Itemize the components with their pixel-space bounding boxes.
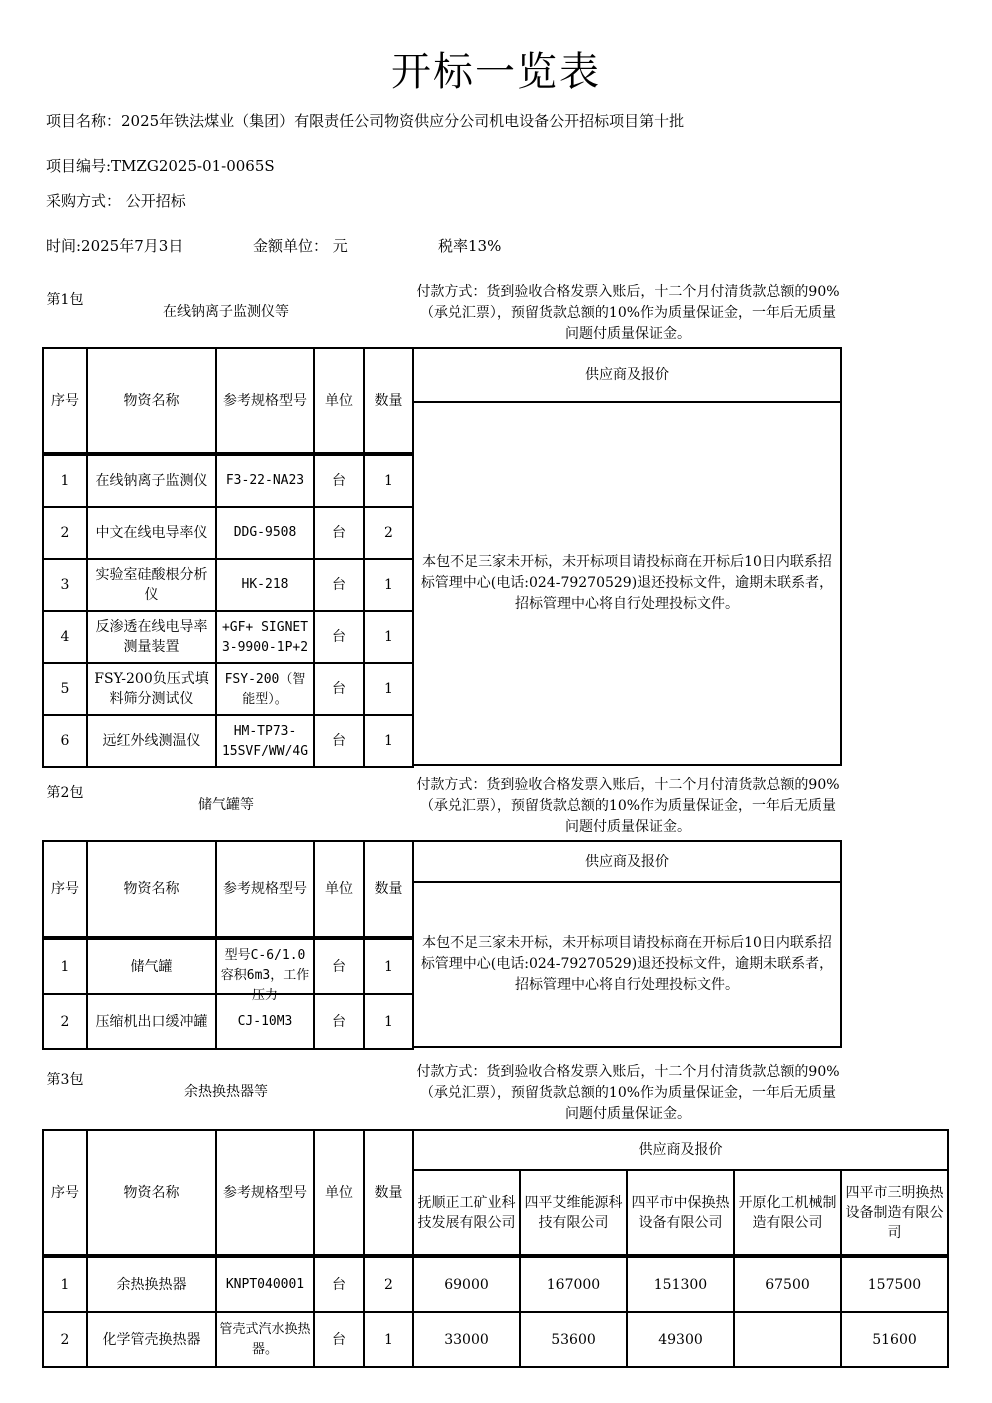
row-seq: 2 [42, 506, 88, 560]
row-spec: HM-TP73-15SVF/WW/4G [215, 714, 315, 768]
row-unit: 台 [313, 558, 365, 612]
column-header-qty: 数量 [363, 347, 414, 454]
row-name: 中文在线电导率仪 [86, 506, 217, 560]
column-header-unit: 单位 [313, 840, 365, 938]
row-unit: 台 [313, 1311, 365, 1368]
package-number: 第3包 [46, 1072, 84, 1088]
supplier-name: 四平市三明换热设备制造有限公司 [840, 1169, 949, 1256]
row-qty: 1 [363, 993, 414, 1050]
supplier-name: 四平艾维能源科技有限公司 [519, 1169, 628, 1256]
row-unit: 台 [313, 454, 365, 508]
row-qty: 2 [363, 1256, 414, 1313]
column-header-unit: 单位 [313, 1129, 365, 1256]
row-qty: 1 [363, 714, 414, 768]
tax-rate: 税率13% [438, 237, 502, 255]
row-spec: KNPT040001 [215, 1256, 315, 1313]
row-name: 反渗透在线电导率测量装置 [86, 610, 217, 664]
row-name: 余热换热器 [86, 1256, 217, 1313]
supplier-price: 51600 [840, 1311, 949, 1368]
row-qty: 1 [363, 558, 414, 612]
row-spec: CJ-10M3 [215, 993, 315, 1050]
row-spec: +GF+ SIGNET 3-9900-1P+2 [215, 610, 315, 664]
row-name: 储气罐 [86, 938, 217, 995]
row-name: 压缩机出口缓冲罐 [86, 993, 217, 1050]
supplier-price: 151300 [626, 1256, 735, 1313]
project-name: 项目名称：2025年铁法煤业（集团）有限责任公司物资供应分公司机电设备公开招标项目第十批 [46, 112, 685, 130]
row-unit: 台 [313, 938, 365, 995]
row-seq: 5 [42, 662, 88, 716]
currency-unit: 金额单位： 元 [253, 237, 348, 255]
column-header-qty: 数量 [363, 840, 414, 938]
package-name: 余热换热器等 [184, 1084, 268, 1100]
row-name: 实验室硅酸根分析仪 [86, 558, 217, 612]
unopened-notice: 本包不足三家未开标，未开标项目请投标商在开标后10日内联系招标管理中心(电话:024-79270529)退还投标文件，逾期未联系者，招标管理中心将自行处理投标文件。 [412, 401, 842, 766]
supplier-price: 53600 [519, 1311, 628, 1368]
supplier-price: 33000 [412, 1311, 521, 1368]
payment-terms: 付款方式：货到验收合格发票入账后，十二个月付清货款总额的90%（承兑汇票），预留货款总额的10%作为质量保证金，一年后无质量问题付质量保证金。 [416, 777, 840, 835]
row-seq: 4 [42, 610, 88, 664]
package-number: 第2包 [46, 785, 84, 801]
row-qty: 1 [363, 454, 414, 508]
supplier-name: 四平市中保换热设备有限公司 [626, 1169, 735, 1256]
row-spec: F3-22-NA23 [215, 454, 315, 508]
column-header-seq: 序号 [42, 347, 88, 454]
row-qty: 1 [363, 938, 414, 995]
row-name: 远红外线测温仪 [86, 714, 217, 768]
payment-terms: 付款方式：货到验收合格发票入账后，十二个月付清货款总额的90%（承兑汇票），预留货款总额的10%作为质量保证金，一年后无质量问题付质量保证金。 [416, 1064, 840, 1122]
opening-date: 时间:2025年7月3日 [46, 237, 184, 255]
column-header-spec: 参考规格型号 [215, 840, 315, 938]
package-number: 第1包 [46, 292, 84, 308]
column-header-spec: 参考规格型号 [215, 1129, 315, 1256]
column-header-qty: 数量 [363, 1129, 414, 1256]
row-spec: FSY-200（智能型）。 [215, 662, 315, 716]
page-title: 开标一览表 [391, 49, 601, 95]
column-header-name: 物资名称 [86, 840, 217, 938]
row-name: FSY-200负压式填料筛分测试仪 [86, 662, 217, 716]
row-name: 化学管壳换热器 [86, 1311, 217, 1368]
package-name: 在线钠离子监测仪等 [163, 304, 289, 320]
supplier-price: 49300 [626, 1311, 735, 1368]
column-header-seq: 序号 [42, 840, 88, 938]
supplier-price: 69000 [412, 1256, 521, 1313]
supplier-name: 抚顺正工矿业科技发展有限公司 [412, 1169, 521, 1256]
column-header-seq: 序号 [42, 1129, 88, 1256]
row-unit: 台 [313, 506, 365, 560]
row-unit: 台 [313, 610, 365, 664]
row-seq: 3 [42, 558, 88, 612]
column-header-unit: 单位 [313, 347, 365, 454]
supplier-price: 157500 [840, 1256, 949, 1313]
row-qty: 2 [363, 506, 414, 560]
row-qty: 1 [363, 610, 414, 664]
row-seq: 6 [42, 714, 88, 768]
supplier-price: 67500 [733, 1256, 842, 1313]
procurement-method: 采购方式： 公开招标 [46, 192, 186, 210]
row-name: 在线钠离子监测仪 [86, 454, 217, 508]
row-seq: 2 [42, 1311, 88, 1368]
column-header-supplier: 供应商及报价 [412, 347, 842, 403]
row-spec: 管壳式汽水换热器。 [215, 1311, 315, 1368]
row-unit: 台 [313, 1256, 365, 1313]
payment-terms: 付款方式：货到验收合格发票入账后，十二个月付清货款总额的90%（承兑汇票），预留货款总额的10%作为质量保证金，一年后无质量问题付质量保证金。 [416, 284, 840, 342]
row-seq: 1 [42, 938, 88, 995]
column-header-supplier: 供应商及报价 [412, 840, 842, 883]
unopened-notice: 本包不足三家未开标，未开标项目请投标商在开标后10日内联系招标管理中心(电话:024-79270529)退还投标文件，逾期未联系者，招标管理中心将自行处理投标文件。 [412, 881, 842, 1048]
row-spec: 型号C-6/1.0容积6m3，工作压力 [215, 938, 315, 995]
row-seq: 1 [42, 454, 88, 508]
package-name: 储气罐等 [198, 797, 254, 813]
column-header-name: 物资名称 [86, 347, 217, 454]
supplier-price [733, 1311, 842, 1368]
row-qty: 1 [363, 1311, 414, 1368]
row-seq: 1 [42, 1256, 88, 1313]
row-unit: 台 [313, 993, 365, 1050]
column-header-name: 物资名称 [86, 1129, 217, 1256]
row-seq: 2 [42, 993, 88, 1050]
row-qty: 1 [363, 662, 414, 716]
supplier-name: 开原化工机械制造有限公司 [733, 1169, 842, 1256]
column-header-supplier: 供应商及报价 [412, 1129, 949, 1171]
row-unit: 台 [313, 662, 365, 716]
row-spec: HK-218 [215, 558, 315, 612]
row-unit: 台 [313, 714, 365, 768]
supplier-price: 167000 [519, 1256, 628, 1313]
column-header-spec: 参考规格型号 [215, 347, 315, 454]
row-spec: DDG-9508 [215, 506, 315, 560]
project-number: 项目编号:TMZG2025-01-0065S [46, 157, 275, 175]
